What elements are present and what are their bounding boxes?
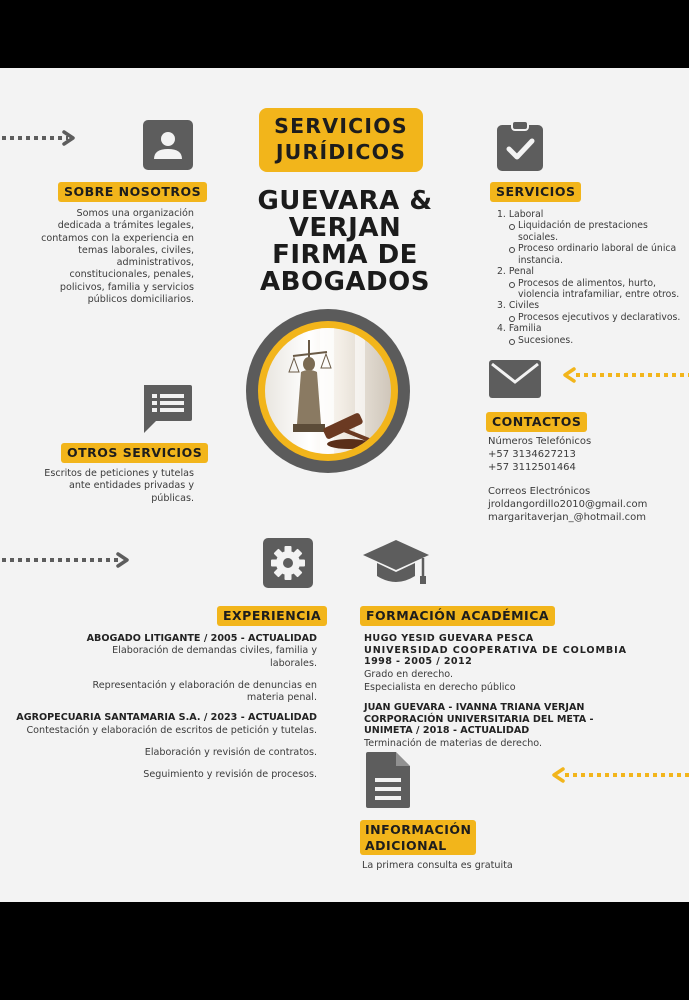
job1-title: ABOGADO LITIGANTE / 2005 - ACTUALIDAD [86,633,317,644]
job2-title: AGROPECUARIA SANTAMARIA S.A. / 2023 - ACTUALIDAD [16,712,317,724]
about-text: Somos una organización dedicada a trámites legales, contamos con la experiencia en temas laborales, civiles, administrativos, constitucionales, penales, policivos, familia y servicios públicos domiciliarios. [41,208,194,305]
service-item: Sucesiones. [497,335,682,346]
firm-name-line4: ABOGADOS [260,267,430,298]
service-item: Procesos de alimentos, hurto, [497,278,682,289]
arrow-left-bottom [551,767,689,783]
justice-scale-image [265,328,391,454]
infographic-page [0,68,689,902]
other-services-title: OTROS SERVICIOS [61,443,208,463]
arrow-right-top [0,130,82,146]
document-icon [364,750,412,814]
other-services-text: Escritos de peticiones y tutelas ante entidades privadas y públicas. [44,468,194,504]
person-icon [143,120,193,170]
email-1[interactable]: jroldangordillo2010@gmail.com [488,499,648,511]
experience-block: ABOGADO LITIGANTE / 2005 - ACTUALIDAD Elaboración de demandas civiles, familia y laborales. Representación y elaboración de denuncias en materia penal. AGROPECUARIA SANTAMARIA S.A. / 2023 - ACTUALIDAD Contestación y elaboración de escritos de petición y tutelas. Elaboración y revisión de contratos. Seguimiento y revisión de procesos. [14,633,317,781]
clipboard-check-icon [495,120,545,170]
services-title-badge [259,108,423,172]
phones-label: Números Telefónicos [488,436,592,447]
phone-1[interactable]: +57 3134627213 [488,448,576,460]
additional-title [360,820,476,855]
email-2[interactable]: margaritaverjan_@hotmail.com [488,511,646,523]
service-item: Liquidación de prestaciones [497,220,682,231]
services-title: SERVICIOS [490,182,581,202]
education-block: HUGO YESID GUEVARA PESCA UNIVERSIDAD COOPERATIVA DE COLOMBIA 1998 - 2005 / 2012 Grado en derecho. Especialista en derecho público JUAN GUEVARA - IVANNA TRIANA VERJAN CORPORACIÓN UNIVERSITARIA DEL META - UNIMETA / 2018 - ACTUALIDAD Terminación de materias de derecho. [364,633,627,749]
firm-name [240,188,450,296]
arrow-left-contacts [562,367,689,383]
service-item: Proceso ordinario laboral de única [497,243,682,254]
service-category: 3. Civiles [497,300,540,312]
services-title-line2: JURÍDICOS [275,140,407,165]
arrow-right-middle [0,552,136,568]
service-category: 2. Penal [497,266,534,278]
graduation-cap-icon [361,536,431,596]
experience-title: EXPERIENCIA [217,606,327,626]
additional-title-line2: ADICIONAL [365,837,447,853]
mail-icon [488,359,542,403]
chat-list-icon [140,381,194,439]
gear-icon [263,538,313,588]
contacts-block [488,436,678,525]
service-item: sociales. [518,231,559,243]
phone-2[interactable]: +57 3112501464 [488,461,576,473]
service-item: Procesos ejecutivos y declarativos. [497,312,682,323]
contacts-title: CONTACTOS [486,412,587,432]
service-item: instancia. [518,254,563,266]
services-list [497,209,682,346]
firm-name-line3: FIRMA DE [272,240,418,271]
firm-name-line2: VERJAN [288,213,402,244]
service-category: 1. Laboral [497,209,544,220]
services-title-line1: SERVICIOS [274,114,408,138]
justice-image-frame [246,309,410,473]
firm-name-line1: GUEVARA & [257,186,433,216]
education-title: FORMACIÓN ACADÉMICA [360,606,555,626]
additional-text: La primera consulta es gratuita [362,860,513,871]
emails-label: Correos Electrónicos [488,486,591,498]
service-category: 4. Familia [497,323,542,335]
service-item: violencia intrafamiliar, entre otros. [518,288,680,300]
additional-title-line1: INFORMACIÓN [365,822,472,837]
about-title: SOBRE NOSOTROS [58,182,207,202]
